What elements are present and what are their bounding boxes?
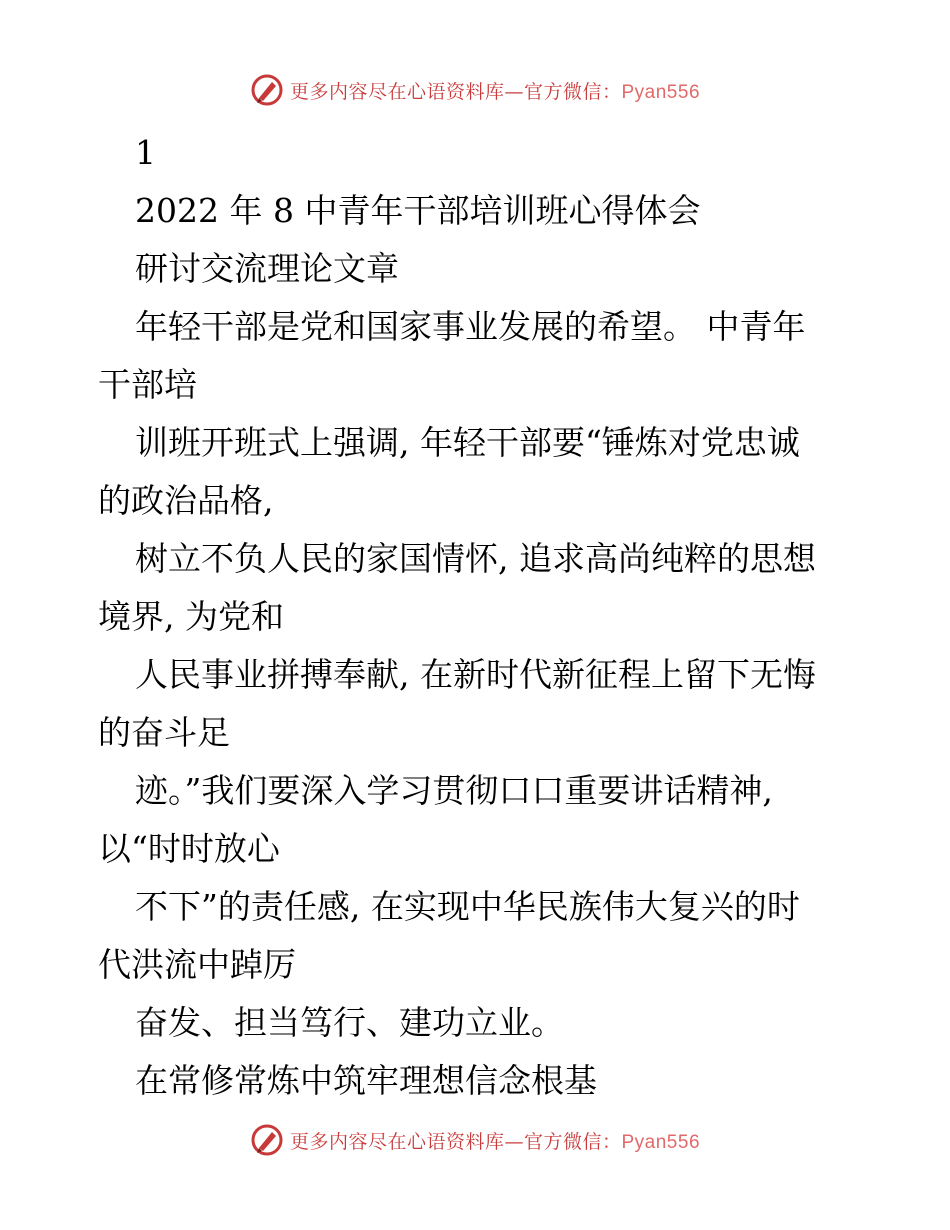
document-line: 以“时时放心 xyxy=(98,829,280,868)
pen-logo-icon xyxy=(250,73,284,107)
document-line: 的政治品格, xyxy=(98,481,274,520)
watermark-banner-bottom xyxy=(0,1120,950,1160)
watermark-banner-top xyxy=(0,70,950,110)
document-line: 干部培 xyxy=(98,365,197,404)
document-line: 研讨交流理论文章 xyxy=(135,249,399,288)
document-line: 迹。”我们要深入学习贯彻口口重要讲话精神, xyxy=(135,771,773,810)
document-line: 的奋斗足 xyxy=(98,713,230,752)
watermark-text: 更多内容尽在心语资料库—官方微信：Pyan556 xyxy=(289,1130,701,1153)
document-line: 不下”的责任感, 在实现中华民族伟大复兴的时 xyxy=(135,887,800,926)
document-line: 代洪流中踔厉 xyxy=(98,945,296,984)
document-line: 2022 年 8 中青年干部培训班心得体会 xyxy=(135,191,701,230)
pen-logo-icon xyxy=(250,1123,284,1157)
document-line: 年轻干部是党和国家事业发展的希望。 中青年 xyxy=(135,307,806,346)
document-line: 训班开班式上强调, 年轻干部要“锤炼对党忠诚 xyxy=(135,423,800,462)
document-line: 境界, 为党和 xyxy=(98,597,284,636)
document-line: 1 xyxy=(135,133,156,172)
document-body xyxy=(98,124,843,1110)
watermark-text: 更多内容尽在心语资料库—官方微信：Pyan556 xyxy=(289,80,701,103)
document-line: 奋发、担当笃行、建功立业。 xyxy=(135,1003,564,1042)
document-line: 树立不负人民的家国情怀, 追求高尚纯粹的思想 xyxy=(135,539,816,578)
document-line: 人民事业拼搏奉献, 在新时代新征程上留下无悔 xyxy=(135,655,816,694)
document-line: 在常修常炼中筑牢理想信念根基 xyxy=(135,1061,597,1100)
